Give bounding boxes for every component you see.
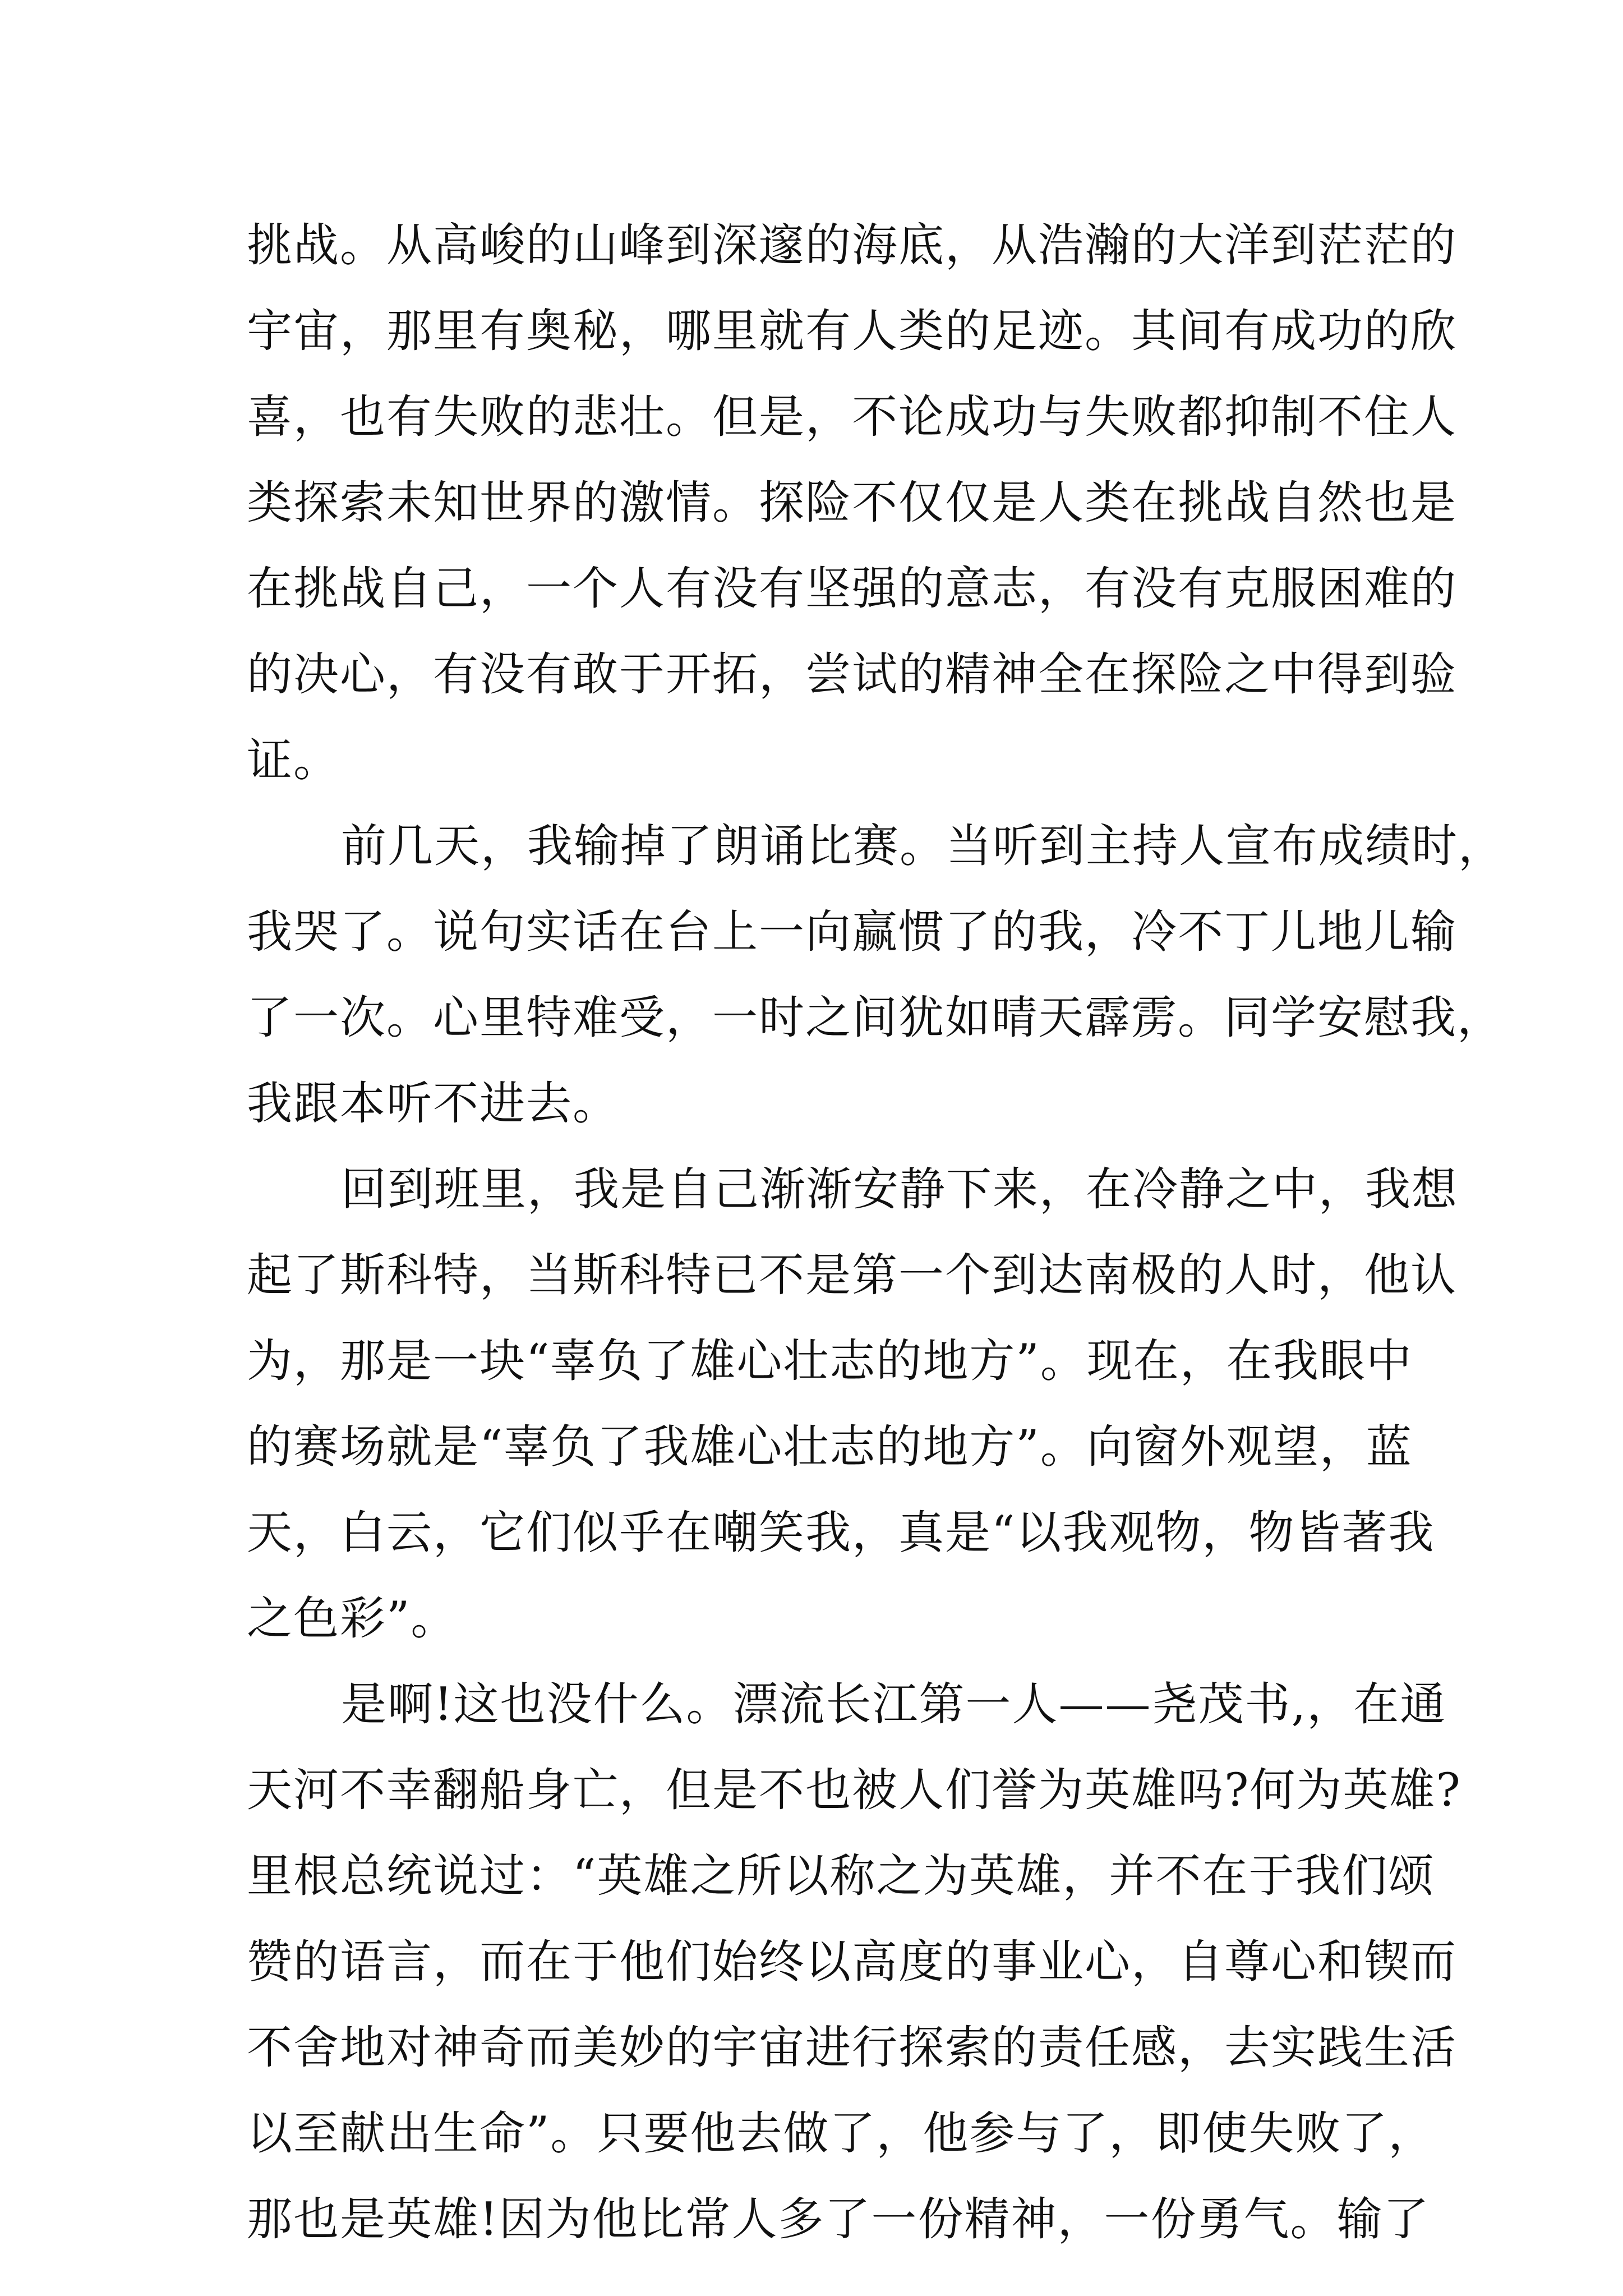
text-line: 之色彩”。 [247, 1593, 458, 1645]
text-line: 天，白云，它们似乎在嘲笑我，真是“以我观物，物皆著我 [247, 1507, 1435, 1559]
text-line: 回到班里，我是自己渐渐安静下来，在冷静之中，我想 [341, 1163, 1459, 1216]
text-line: 我跟本听不进去。 [247, 1078, 620, 1130]
text-line: 在挑战自己，一个人有没有坚强的意志，有没有克服困难的 [247, 563, 1458, 615]
text-line: 证。 [247, 734, 340, 787]
text-line: 不舍地对神奇而美妙的宇宙进行探索的责任感，去实践生活 [247, 2022, 1458, 2074]
text-line: 天河不幸翻船身亡，但是不也被人们誉为英雄吗?何为英雄? [247, 1764, 1461, 1817]
text-line: 挑战。从高峻的山峰到深邃的海底，从浩瀚的大洋到茫茫的 [247, 219, 1458, 272]
text-line: 那也是英雄!因为他比常人多了一份精神，一份勇气。输了 [247, 2193, 1430, 2246]
text-line: 了一次。心里特难受，一时之间犹如晴天霹雳。同学安慰我， [247, 992, 1504, 1045]
text-line: 我哭了。说句实话在台上一向赢惯了的我，冷不丁儿地儿输 [247, 906, 1458, 959]
text-line: 起了斯科特，当斯科特已不是第一个到达南极的人时，他认 [247, 1249, 1458, 1302]
text-line: 里根总统说过：“英雄之所以称之为英雄，并不在于我们颂 [247, 1850, 1435, 1903]
paragraph [247, 804, 1505, 1147]
text-line: 宇宙，那里有奥秘，哪里就有人类的足迹。其间有成功的欣 [247, 305, 1458, 358]
text-line: 的决心，有没有敢于开拓，尝试的精神全在探险之中得到验 [247, 648, 1458, 701]
text-line: 为，那是一块“辜负了雄心壮志的地方”。现在，在我眼中 [247, 1335, 1413, 1388]
text-line: 赞的语言，而在于他们始终以高度的事业心，自尊心和锲而 [247, 1936, 1458, 1989]
text-line: 类探索未知世界的激情。探险不仅仅是人类在挑战自然也是 [247, 477, 1458, 530]
text-line: 前几天，我输掉了朗诵比赛。当听到主持人宣布成绩时， [341, 820, 1505, 873]
paragraph [247, 203, 1458, 804]
paragraph [247, 1147, 1459, 1662]
text-line: 以至献出生命”。只要他去做了，他参与了，即使失败了， [247, 2108, 1435, 2160]
text-line: 的赛场就是“辜负了我雄心壮志的地方”。向窗外观望，蓝 [247, 1421, 1413, 1474]
paragraph [247, 1662, 1461, 2263]
text-line: 喜，也有失败的悲壮。但是，不论成功与失败都抑制不住人 [247, 391, 1458, 444]
document-body [247, 203, 1505, 2263]
text-line: 是啊!这也没什么。漂流长江第一人——尧茂书,，在通 [341, 1678, 1447, 1731]
